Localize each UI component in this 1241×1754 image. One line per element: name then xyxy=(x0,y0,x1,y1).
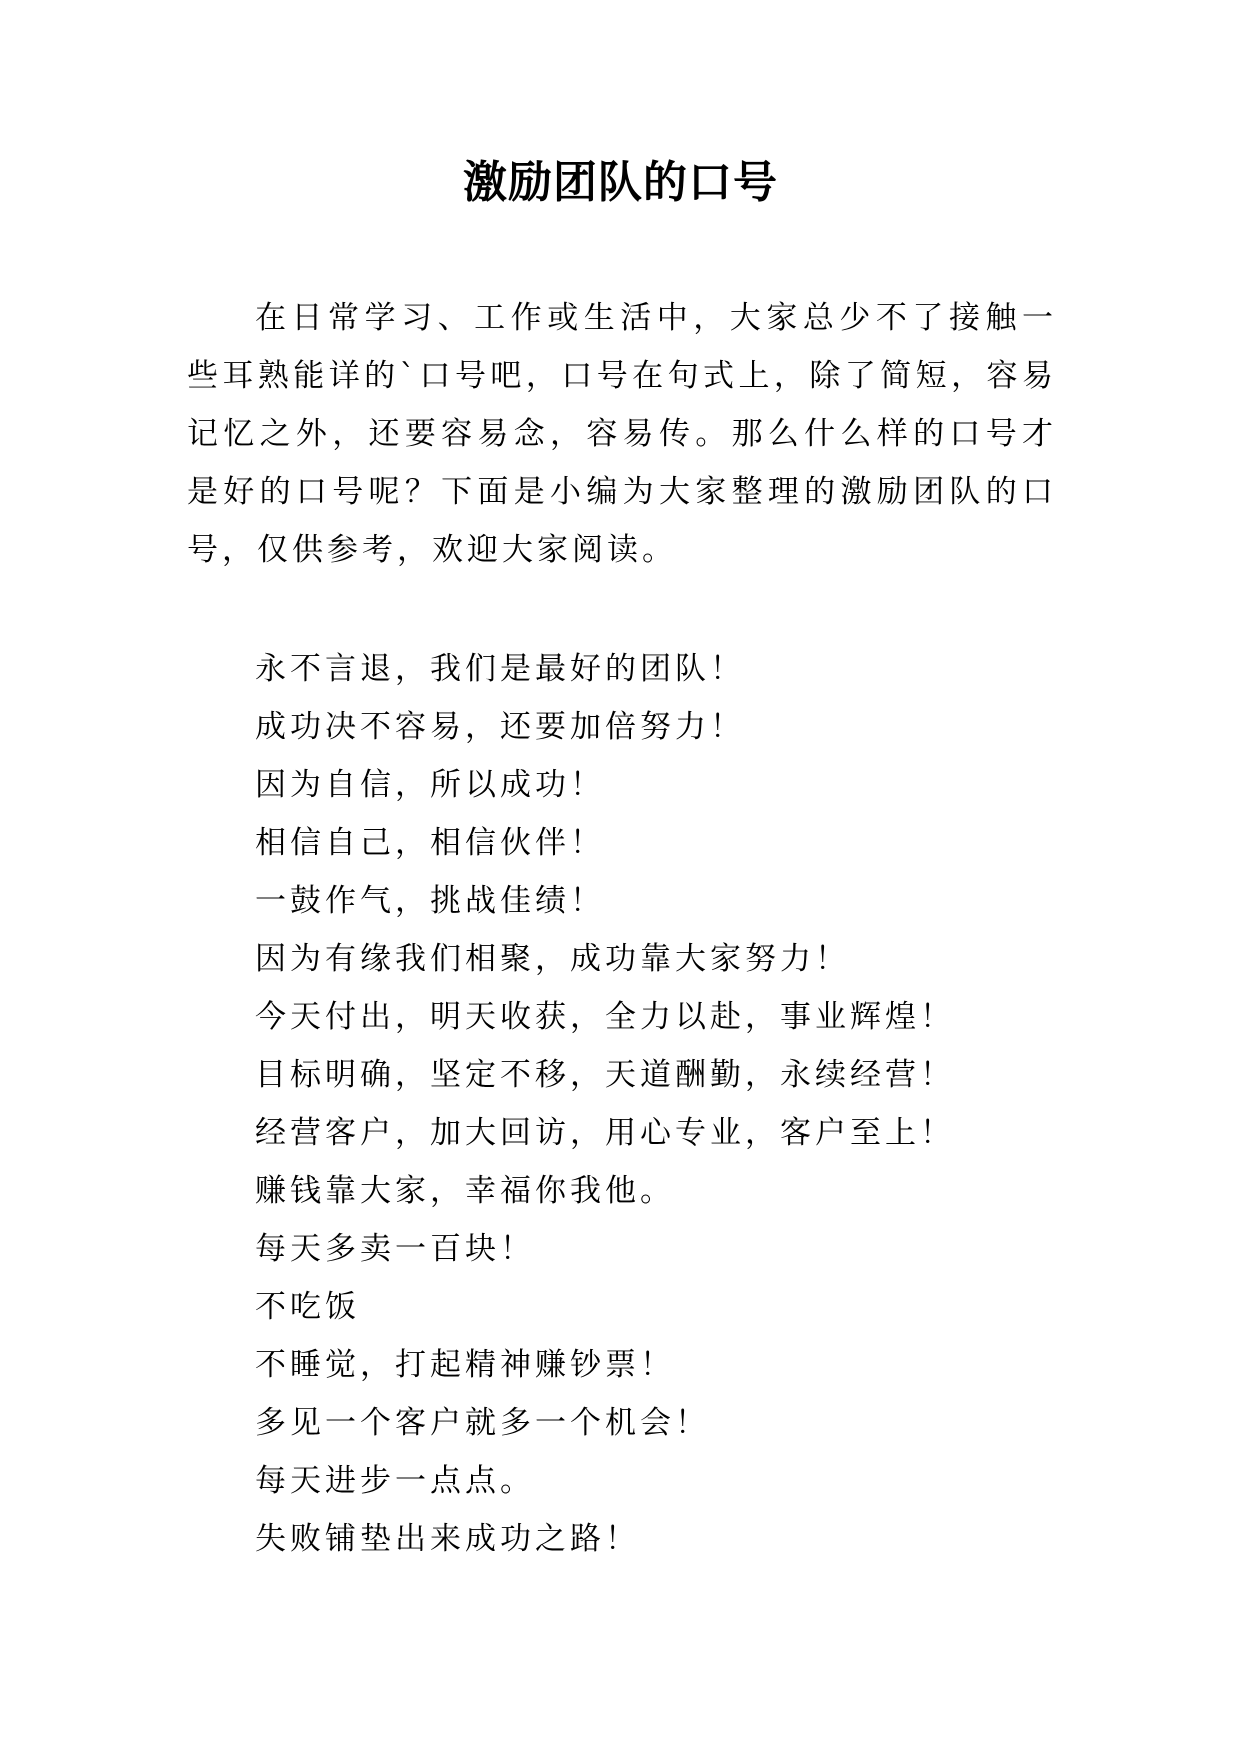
slogan-line: 因为自信，所以成功！ xyxy=(255,767,605,803)
document-title: 激励团队的口号 xyxy=(463,157,778,208)
slogan-line: 不睡觉，打起精神赚钞票！ xyxy=(255,1347,675,1383)
intro-paragraph: 在日常学习、工作或生活中，大家总少不了接触一些耳熟能详的`口号吧，口号在句式上，除了简短，容易记忆之外，还要容易念，容易传。那么什么样的口号才是好的口号呢？下面是小编为大家整理的激励团队的口号，仅供参考，欢迎大家阅读。 xyxy=(187,300,1057,568)
slogan-line: 不吃饭 xyxy=(255,1289,360,1325)
slogan-line: 赚钱靠大家，幸福你我他。 xyxy=(255,1173,675,1209)
slogan-line: 因为有缘我们相聚，成功靠大家努力！ xyxy=(255,941,850,977)
slogan-line: 目标明确，坚定不移，天道酬勤，永续经营！ xyxy=(255,1057,955,1093)
slogan-line: 相信自己，相信伙伴！ xyxy=(255,825,605,861)
slogan-line: 成功决不容易，还要加倍努力！ xyxy=(255,709,745,745)
slogan-line: 今天付出，明天收获，全力以赴，事业辉煌！ xyxy=(255,999,955,1035)
slogan-line: 每天进步一点点。 xyxy=(255,1463,535,1499)
slogan-line: 永不言退，我们是最好的团队！ xyxy=(255,651,745,687)
slogan-line: 经营客户，加大回访，用心专业，客户至上！ xyxy=(255,1115,955,1151)
slogan-line: 一鼓作气，挑战佳绩！ xyxy=(255,883,605,919)
slogan-line: 失败铺垫出来成功之路！ xyxy=(255,1521,640,1557)
slogan-line: 多见一个客户就多一个机会！ xyxy=(255,1405,710,1441)
slogan-list xyxy=(255,640,955,1568)
slogan-line: 每天多卖一百块！ xyxy=(255,1231,535,1267)
